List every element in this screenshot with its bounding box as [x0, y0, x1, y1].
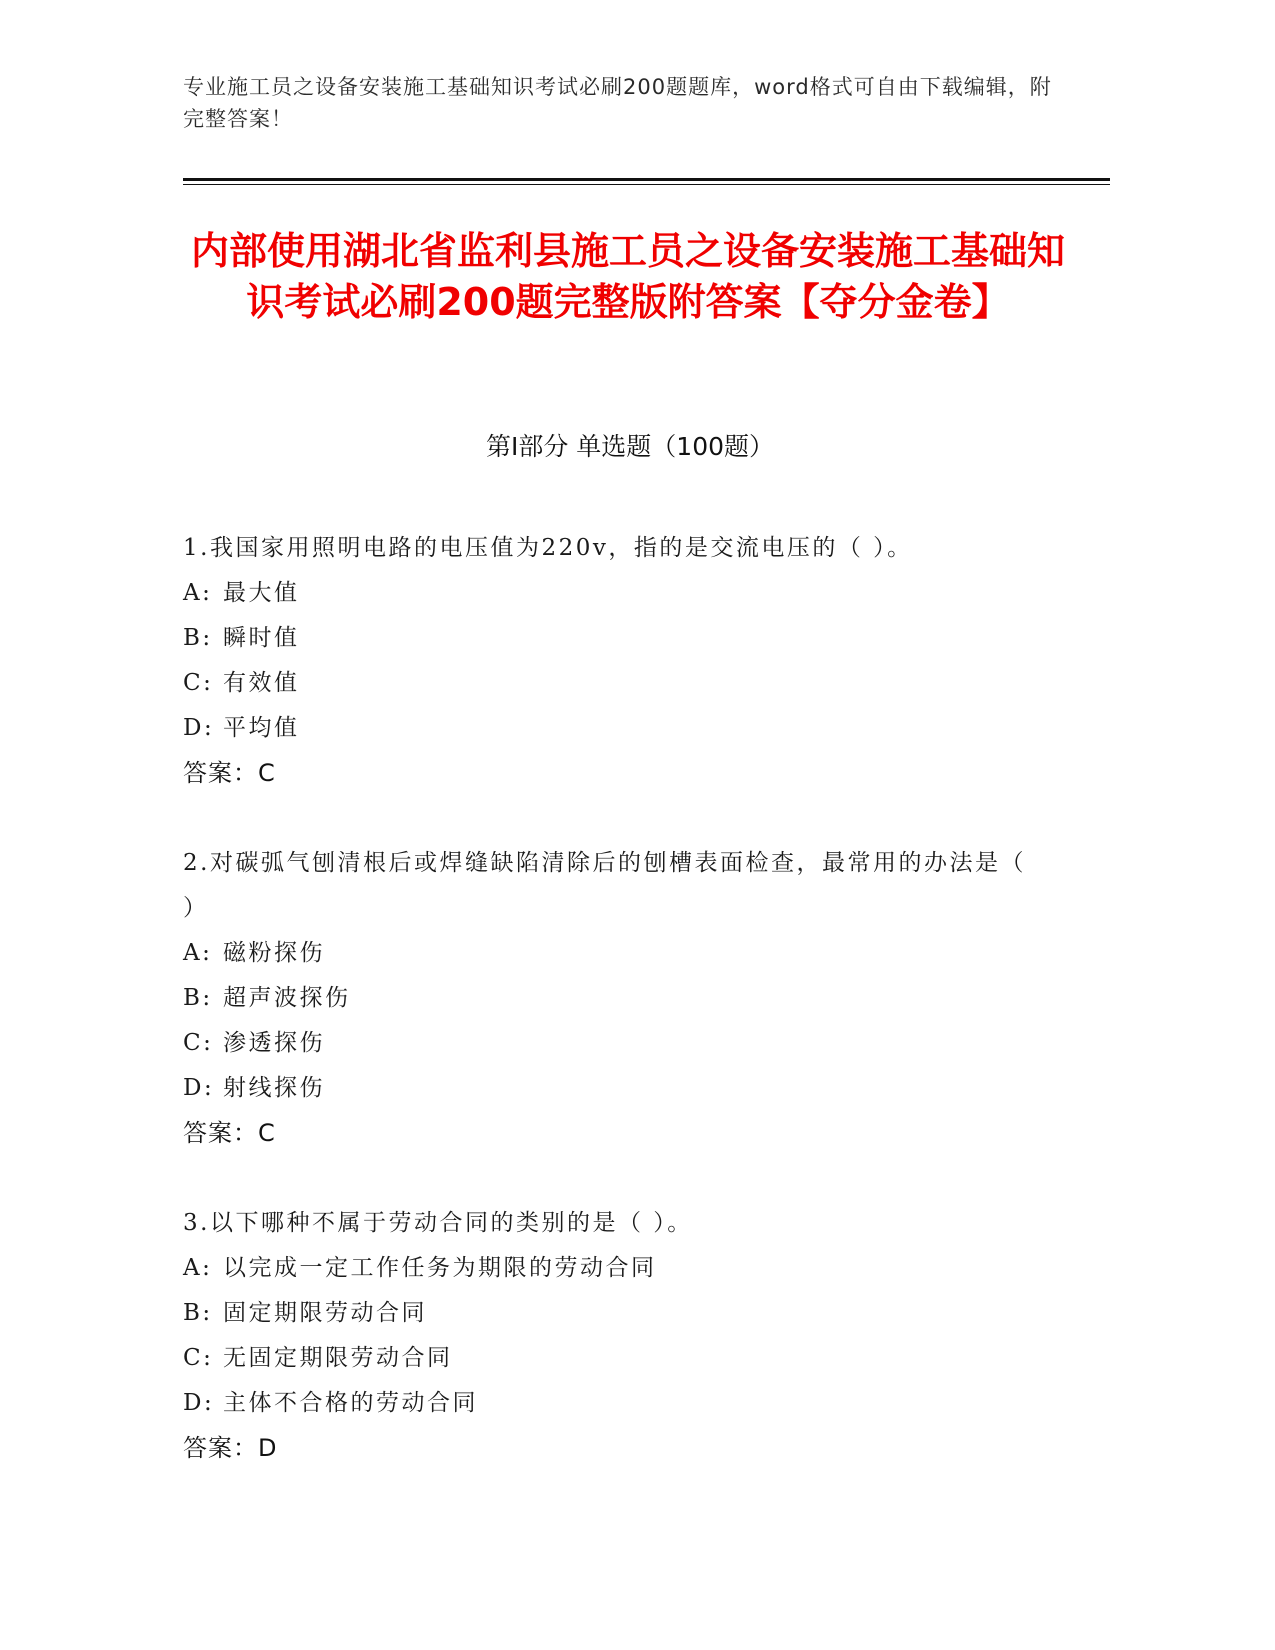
option-d [183, 706, 1043, 751]
option-text: 主体不合格的劳动合同 [223, 1390, 478, 1416]
option-key: A: [183, 1255, 213, 1281]
question-stem: 1.我国家用照明电路的电压值为220v，指的是交流电压的（ ）。 [183, 535, 913, 561]
option-text: 以完成一定工作任务为期限的劳动合同 [223, 1255, 657, 1281]
question-1 [183, 526, 1043, 796]
option-b [183, 976, 1043, 1021]
option-text: 射线探伤 [223, 1075, 325, 1101]
header-divider-thin [183, 184, 1110, 185]
question-stem: 3.以下哪种不属于劳动合同的类别的是（ ）。 [183, 1210, 693, 1236]
option-key: A: [183, 580, 213, 606]
option-a [183, 931, 1043, 976]
option-key: D: [183, 715, 215, 741]
option-c [183, 661, 1043, 706]
option-text: 固定期限劳动合同 [223, 1300, 427, 1326]
option-key: B: [183, 1300, 213, 1326]
option-text: 最大值 [223, 580, 300, 606]
option-key: B: [183, 625, 213, 651]
option-b [183, 1291, 1043, 1336]
question-spacer [183, 1156, 1043, 1201]
option-text: 磁粉探伤 [223, 940, 325, 966]
option-key: B: [183, 985, 213, 1011]
answer-value: C [258, 759, 275, 787]
option-key: D: [183, 1390, 215, 1416]
answer-line [183, 1111, 1043, 1156]
question-stem: 2.对碳弧气刨清根后或焊缝缺陷清除后的刨槽表面检查，最常用的办法是（ ） [183, 850, 1026, 921]
option-text: 平均值 [223, 715, 300, 741]
option-text: 无固定期限劳动合同 [223, 1345, 453, 1371]
header-divider-thick [183, 178, 1110, 181]
option-d [183, 1381, 1043, 1426]
option-text: 超声波探伤 [223, 985, 351, 1011]
option-b [183, 616, 1043, 661]
option-d [183, 1066, 1043, 1111]
option-key: D: [183, 1075, 215, 1101]
option-key: A: [183, 940, 213, 966]
answer-label: 答案： [183, 1434, 258, 1462]
answer-value: C [258, 1119, 275, 1147]
answer-line [183, 1426, 1043, 1471]
question-list [183, 526, 1043, 1471]
option-text: 瞬时值 [223, 625, 300, 651]
option-key: C: [183, 1345, 214, 1371]
question-2 [183, 841, 1043, 1156]
question-spacer [183, 796, 1043, 841]
question-3 [183, 1201, 1043, 1471]
option-key: C: [183, 1030, 214, 1056]
header-note: 专业施工员之设备安装施工基础知识考试必刷200题题库，word格式可自由下载编辑，附完整答案！ [183, 75, 1052, 131]
option-key: C: [183, 670, 214, 696]
answer-line [183, 751, 1043, 796]
answer-label: 答案： [183, 759, 258, 787]
option-text: 有效值 [223, 670, 300, 696]
document-title: 内部使用湖北省监利县施工员之设备安装施工基础知识考试必刷200题完整版附答案【夺分金卷】 [190, 229, 1065, 324]
answer-value: D [258, 1434, 277, 1462]
option-text: 渗透探伤 [223, 1030, 325, 1056]
option-a [183, 1246, 1043, 1291]
option-c [183, 1021, 1043, 1066]
option-a [183, 571, 1043, 616]
section-heading: 第Ⅰ部分 单选题（100题） [485, 432, 775, 461]
option-c [183, 1336, 1043, 1381]
answer-label: 答案： [183, 1119, 258, 1147]
